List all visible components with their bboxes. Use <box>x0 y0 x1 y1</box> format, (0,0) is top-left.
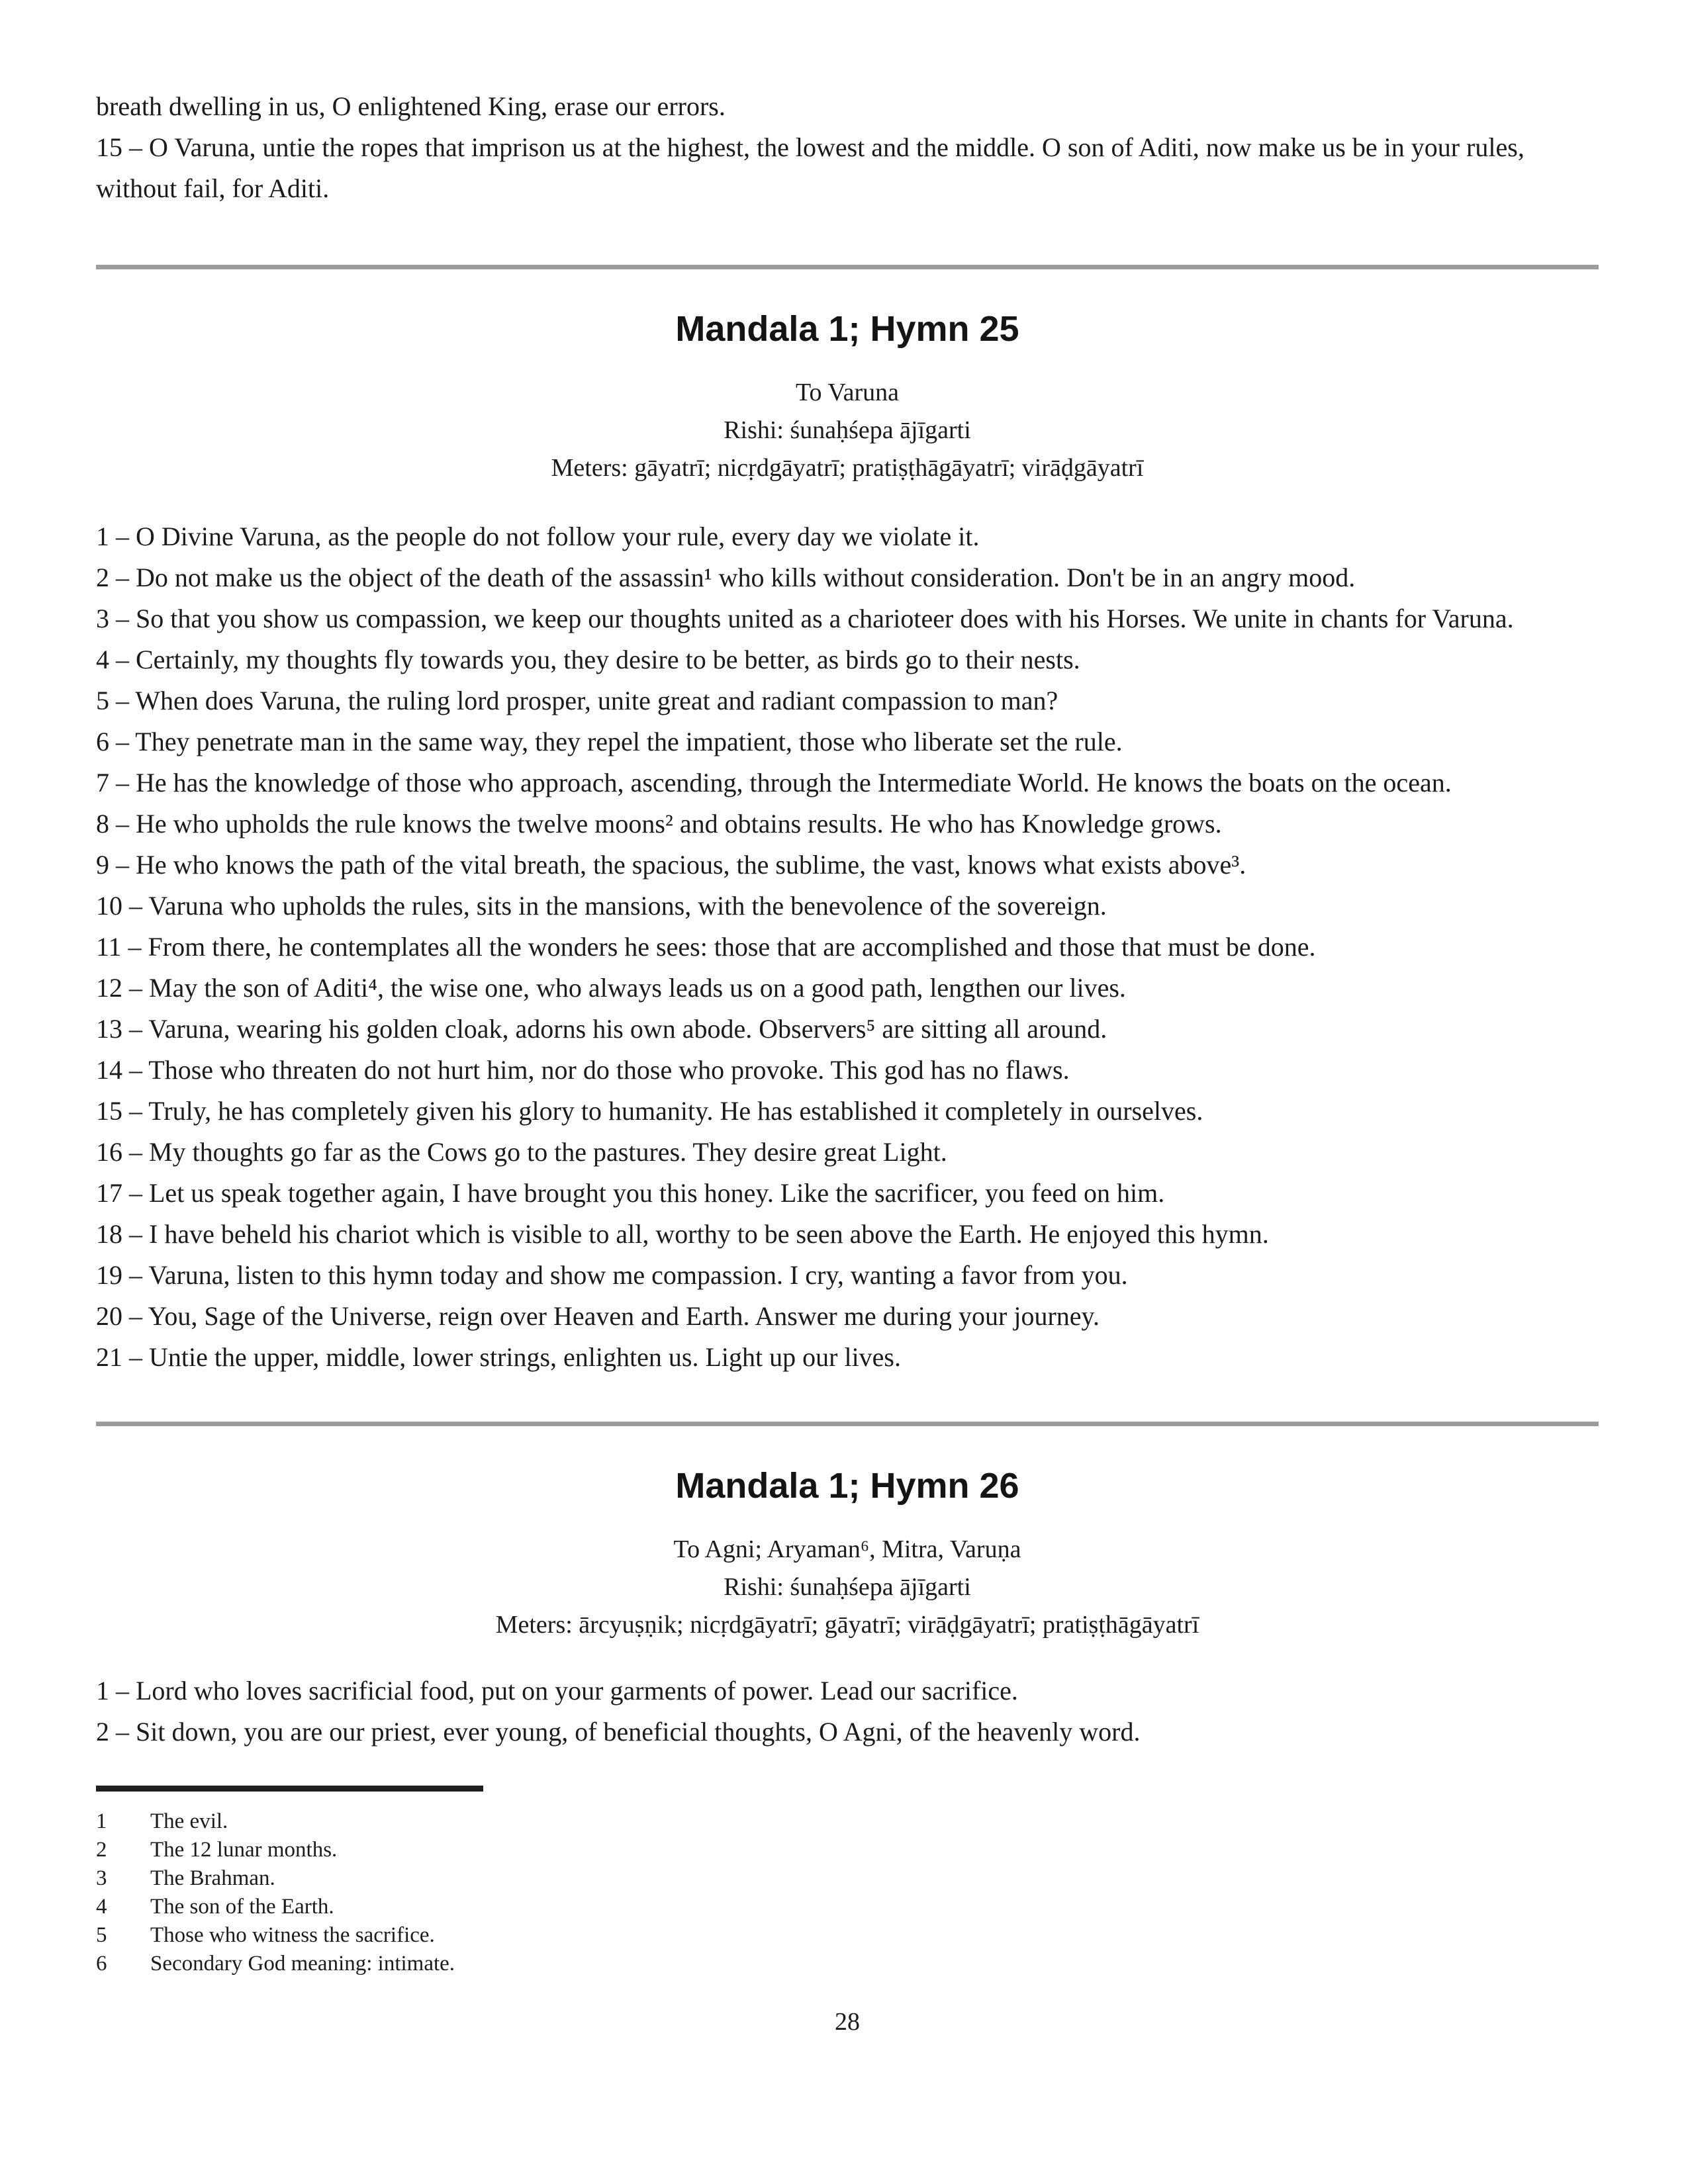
section-divider-top <box>96 265 1599 269</box>
verse: 5 – When does Varuna, the ruling lord prosper, unite great and radiant compassion to man? <box>96 686 1058 715</box>
hymn-26-title: Mandala 1; Hymn 26 <box>675 1466 1019 1506</box>
hymn-26-header <box>96 1465 1599 1644</box>
footnote-text: The Brahman. <box>150 1866 275 1890</box>
verse: 4 – Certainly, my thoughts fly towards you, they desire to be better, as birds go to their nests. <box>96 645 1080 674</box>
footnote-row <box>96 1893 1599 1921</box>
verse: 17 – Let us speak together again, I have brought you this honey. Like the sacrificer, you feed on him. <box>96 1178 1165 1208</box>
verse: 13 – Varuna, wearing his golden cloak, adorns his own abode. Observers⁵ are sitting all around. <box>96 1014 1107 1044</box>
verse: 12 – May the son of Aditi⁴, the wise one, who always leads us on a good path, lengthen our lives. <box>96 973 1126 1003</box>
verse: 7 – He has the knowledge of those who approach, ascending, through the Intermediate World. He knows the boats on the ocean. <box>96 768 1452 797</box>
footnote-number: 4 <box>96 1895 107 1919</box>
hymn-25-verses <box>96 516 1599 1378</box>
hymn-26-meters: Meters: ārcyuṣṇik; nicṛdgāyatrī; gāyatrī; virāḍgāyatrī; pratiṣṭhāgāyatrī <box>495 1611 1199 1639</box>
hymn-25-title: Mandala 1; Hymn 25 <box>675 309 1019 349</box>
footnote-text: Those who witness the sacrifice. <box>150 1923 435 1947</box>
footnote-row <box>96 1921 1599 1950</box>
footnote-text: The son of the Earth. <box>150 1895 334 1919</box>
verse: 16 – My thoughts go far as the Cows go to the pastures. They desire great Light. <box>96 1137 947 1167</box>
verse: 2 – Do not make us the object of the death of the assassin¹ who kills without consideration. Don't be in an angry mood. <box>96 563 1356 592</box>
footnote-text: The evil. <box>150 1809 228 1833</box>
verse: 19 – Varuna, listen to this hymn today and show me compassion. I cry, wanting a favor from you. <box>96 1260 1128 1290</box>
hymn-26-verses <box>96 1670 1599 1752</box>
footnote-row <box>96 1807 1599 1836</box>
continuation-line-1: breath dwelling in us, O enlightened King, erase our errors. <box>96 91 726 121</box>
verse: 11 – From there, he contemplates all the wonders he sees: those that are accomplished and those that must be done. <box>96 932 1316 962</box>
verse: 18 – I have beheld his chariot which is visible to all, worthy to be seen above the Earth. He enjoyed this hymn. <box>96 1219 1269 1249</box>
hymn-25-rishi: Rishi: śunaḥśepa ājīgarti <box>724 416 971 444</box>
verse: 20 – You, Sage of the Universe, reign over Heaven and Earth. Answer me during your journey. <box>96 1301 1100 1331</box>
verse: 8 – He who upholds the rule knows the twelve moons² and obtains results. He who has Knowledge grows. <box>96 809 1222 839</box>
section-divider-middle <box>96 1422 1599 1426</box>
footnote-number: 3 <box>96 1866 107 1890</box>
verse: 15 – Truly, he has completely given his glory to humanity. He has established it completely in ourselves. <box>96 1096 1203 1126</box>
hymn-25-meters: Meters: gāyatrī; nicṛdgāyatrī; pratiṣṭhāgāyatrī; virāḍgāyatrī <box>551 454 1144 482</box>
footnote-row <box>96 1836 1599 1864</box>
verse: 3 – So that you show us compassion, we keep our thoughts united as a charioteer does with his Horses. We unite in chants for Varuna. <box>96 604 1514 633</box>
footnote-text: Secondary God meaning: intimate. <box>150 1952 455 1976</box>
verse: 9 – He who knows the path of the vital breath, the spacious, the sublime, the vast, knows what exists above³. <box>96 850 1246 880</box>
verse: 6 – They penetrate man in the same way, they repel the impatient, those who liberate set the rule. <box>96 727 1123 756</box>
verse: 14 – Those who threaten do not hurt him, nor do those who provoke. This god has no flaws. <box>96 1055 1070 1085</box>
verse: 1 – O Divine Varuna, as the people do not follow your rule, every day we violate it. <box>96 522 980 551</box>
verse: 10 – Varuna who upholds the rules, sits in the mansions, with the benevolence of the sovereign. <box>96 891 1107 921</box>
hymn-26-rishi: Rishi: śunaḥśepa ājīgarti <box>724 1573 971 1601</box>
footnote-divider <box>96 1786 483 1792</box>
verse: 21 – Untie the upper, middle, lower strings, enlighten us. Light up our lives. <box>96 1342 901 1372</box>
hymn-25-dedication: To Varuna <box>796 379 899 406</box>
footnote-row <box>96 1864 1599 1893</box>
verse: 1 – Lord who loves sacrificial food, put on your garments of power. Lead our sacrifice. <box>96 1676 1018 1706</box>
hymn-25-header <box>96 308 1599 487</box>
footnote-text: The 12 lunar months. <box>150 1838 338 1862</box>
footnote-number: 2 <box>96 1838 107 1862</box>
footnote-number: 6 <box>96 1952 107 1976</box>
footnote-row <box>96 1950 1599 1978</box>
page-number: 28 <box>835 2008 860 2036</box>
footnote-number: 1 <box>96 1809 107 1833</box>
continuation-verse-15: 15 – O Varuna, untie the ropes that imprison us at the highest, the lowest and the middle. O son of Aditi, now make us be in your rules, without fail, for Aditi. <box>96 132 1524 203</box>
continuation-paragraph <box>96 86 1599 209</box>
verse: 2 – Sit down, you are our priest, ever young, of beneficial thoughts, O Agni, of the heavenly word. <box>96 1717 1141 1747</box>
hymn-26-dedication: To Agni; Aryaman⁶, Mitra, Varuṇa <box>673 1535 1021 1563</box>
footnotes <box>96 1807 1599 1978</box>
footnote-number: 5 <box>96 1923 107 1947</box>
